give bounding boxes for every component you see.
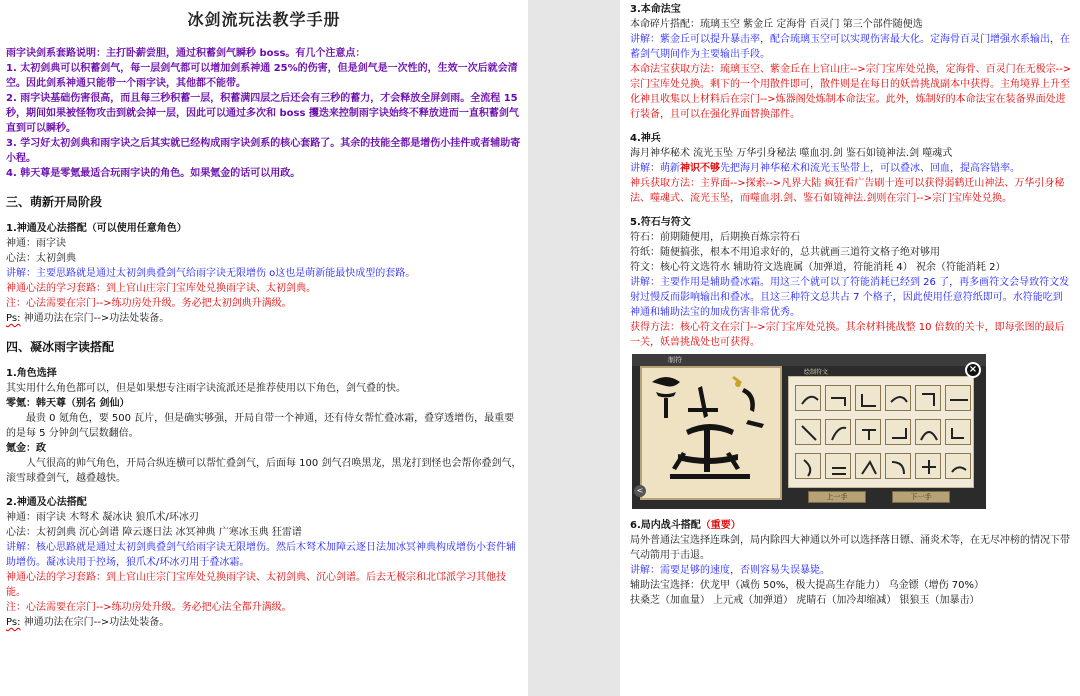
rune-glyph-icon xyxy=(796,386,822,412)
fushi-line-1: 符石：前期随便用，后期换百炼宗符石 xyxy=(630,232,800,243)
fushi-obtain: 获得方法：核心符文在宗门-->宗门宝库处兑换。其余材料挑战整 10 倍数的关卡，即每张图的最后一关，妖兽挑战处也可获得。 xyxy=(630,322,1065,348)
rune-slot[interactable] xyxy=(885,419,911,445)
ps-text: 神通功法在宗门-->功法处装备。 xyxy=(20,313,170,324)
rune-slot[interactable] xyxy=(855,385,881,411)
talisman-scroll xyxy=(640,366,782,500)
rune-slot[interactable] xyxy=(855,453,881,479)
rune-slot[interactable] xyxy=(945,419,971,445)
rune-glyph-icon xyxy=(886,454,912,480)
free-role-desc: 最贵 0 氪角色，要 500 瓦片，但是确实够强，开局自带一个神通，还有侍女帮忙叠冰霜，叠穿透增伤，最重要的是每 5 分钟剑气层数翻倍。 xyxy=(6,413,515,439)
ps-label: Ps: xyxy=(6,617,21,628)
fushi-line-2: 符纸：随便搞张，根本不用追求好的，总共就画三道符文格子绝对够用 xyxy=(630,247,940,258)
fabao-obtain: 本命法宝获取方法：琉璃玉空、紫金丘在上官山庄-->宗门宝库处兑换，定海骨、百灵门在无极宗-->宗门宝库处兑换。剩下的一个用散件即可，散件则是在每日的妖兽挑战副本中获得。主角境界上升至化神且收集以上材料后在宗门-->炼器阁处炼制本命法宝。此外，炼制好的本命法宝在装备界面处进行装备，且可以在强化界面替换部件。 xyxy=(630,64,1072,120)
ps-text: 神通功法在宗门-->功法处装备。 xyxy=(20,617,170,628)
intro-point-1: 1. 太初剑典可以积蓄剑气，每一层剑气都可以增加剑系神通 25%的伤害，但是剑气是一次性的，生效一次后就会清空。因此剑系神通只能带一个雨字诀，其他都不能带。 xyxy=(6,63,518,89)
rune-glyph-icon xyxy=(796,454,822,480)
section-4-route: 神通心法的学习套路：到上官山庄宗门宝库处兑换雨字诀、太初剑典、沉心剑谱。后去无极宗和北邙派学习其他技能。 xyxy=(6,572,506,598)
rune-grid-panel xyxy=(788,376,974,488)
fabao-explain: 讲解：紫金丘可以提升暴击率，配合琉璃玉空可以实现伤害最大化。定海骨百灵门增强水系输出，在蓄剑气期间作为主要输出手段。 xyxy=(630,34,1070,60)
intro-point-2: 2. 雨字诀基础伤害很高，而且每三秒积蓄一层，积蓄满四层之后还会有三秒的蓄力，才会释放全屏剑雨。全流程 15 秒，期间如果被怪物攻击到就会掉一层，因此可以通过多次和 boss 攫迭来控制雨字诀始终不释放进而一直积蓄剑气直到可以瞬秒。 xyxy=(6,93,519,134)
rune-slot[interactable] xyxy=(795,385,821,411)
back-icon[interactable]: < xyxy=(634,485,646,497)
rune-slot[interactable] xyxy=(855,419,881,445)
close-icon[interactable]: × xyxy=(965,362,981,378)
document-title: 冰剑流玩法教学手册 xyxy=(187,10,341,29)
shenbing-obtain: 神兵获取方法：主界面-->探索-->凡界大陆 疯狂看广告刷十连可以获得弱鹤迁山神法、万华引身秘法、噬魂式、流光玉坠，而噬血羽.剑、鉴石如镜神法.剑则在宗门-->宗门宝库处兑换。 xyxy=(630,178,1065,204)
rune-slot[interactable] xyxy=(915,385,941,411)
section-4-xinfa: 心法：太初剑典 沉心剑谱 障云逐日法 冰冥神典 广寒冰玉典 狂雷谱 xyxy=(6,527,302,538)
fabao-pieces: 本命碎片搭配：琉璃玉空 紫金丘 定海骨 百灵门 第三个部件随便选 xyxy=(630,19,923,30)
fushi-line-3: 符文：核心符文选符水 辅助符文选鹿属（加弹道，符能消耗 4） 祝余（符能消耗 2） xyxy=(630,262,1006,273)
rune-slot[interactable] xyxy=(945,385,971,411)
battle-heading-important: （重要） xyxy=(700,520,741,531)
rune-slot[interactable] xyxy=(915,453,941,479)
explain-part-c: 先把海月神华秘术和流光玉坠带上，可以叠冰、回血，提高容错率。 xyxy=(720,163,1020,174)
rune-slot[interactable] xyxy=(915,419,941,445)
talisman-glyph-icon xyxy=(642,368,780,498)
section-3-subheading: 1.神通及心法搭配（可以使用任意角色） xyxy=(6,223,187,234)
paid-role-label: 氪金：政 xyxy=(6,443,46,454)
intro-line: 雨字诀剑系套路说明：主打卧薪尝胆，通过积蓄剑气瞬秒 boss。有几个注意点： xyxy=(6,48,366,59)
section-4-note: 注：心法需要在宗门-->练功房处升级。务必把心法全都升满级。 xyxy=(6,602,292,613)
game-screenshot xyxy=(632,354,986,509)
fushi-heading: 5.符石与符文 xyxy=(630,217,691,228)
right-page xyxy=(620,0,1080,696)
left-page xyxy=(0,0,528,696)
shenbing-list: 海月神华秘术 流光玉坠 万华引身秘法 噬血羽.剑 鉴石如镜神法.剑 噬魂式 xyxy=(630,148,953,159)
section-3-explain: 讲解：主要思路就是通过太初剑典叠剑气给雨字诀无限增伤 o这也是萌新能最快成型的套路。 xyxy=(6,268,416,279)
rune-glyph-icon xyxy=(826,386,852,412)
rune-glyph-icon xyxy=(916,386,942,412)
section-3-ps xyxy=(6,311,522,326)
next-button[interactable]: 下一手 xyxy=(892,491,950,503)
ps-label: Ps: xyxy=(6,313,21,324)
section-4-ps xyxy=(6,615,522,630)
section-3-heading: 三、萌新开局阶段 xyxy=(6,195,103,209)
intro-point-4: 4. 韩天尊是零氪最适合玩雨字诀的角色。如果氪金的话可以用政。 xyxy=(6,168,301,179)
intro-block xyxy=(6,46,522,181)
rune-glyph-icon xyxy=(856,386,882,412)
rune-glyph-icon xyxy=(796,420,822,446)
shenbing-explain xyxy=(630,161,1072,176)
section-3-xinfa: 心法：太初剑典 xyxy=(6,253,76,264)
rune-glyph-icon xyxy=(886,420,912,446)
section-4-heading: 四、凝冰雨字读搭配 xyxy=(6,340,115,354)
rune-glyph-icon xyxy=(826,420,852,446)
free-role-label: 零氪：韩天尊（别名 剑仙） xyxy=(6,398,130,409)
explain-part-a: 讲解：萌新 xyxy=(630,163,680,174)
rune-glyph-icon xyxy=(826,454,852,480)
rune-slot[interactable] xyxy=(795,453,821,479)
rune-slot[interactable] xyxy=(825,385,851,411)
shenbing-heading: 4.神兵 xyxy=(630,133,661,144)
fushi-explain: 讲解：主要作用是辅助叠冰霜。用这三个就可以了符能消耗已经到 26 了，再多画符文会导致符文发射过慢反而影响输出和叠冰。且这三种符文总共占 7 个格子，因此使用任意符纸即可。水符能吃到神通和辅助法宝的加成伤害非常优秀。 xyxy=(630,277,1070,318)
rune-slot[interactable] xyxy=(825,453,851,479)
rune-slot[interactable] xyxy=(885,453,911,479)
prev-button[interactable]: 上一手 xyxy=(808,491,866,503)
rune-glyph-icon xyxy=(856,420,882,446)
section-4-p1: 其实用什么角色都可以，但是如果想专注雨字诀流派还是推荐使用以下角色，剑气叠的快。 xyxy=(6,383,406,394)
section-4-sub1: 1.角色选择 xyxy=(6,368,57,379)
battle-line-2: 辅助法宝选择：伏龙甲（减伤 50%，极大提高生存能力） 乌金镖（增伤 70%） xyxy=(630,580,984,591)
rune-glyph-icon xyxy=(856,454,882,480)
section-4-explain: 讲解：核心思路就是通过太初剑典叠剑气给雨字诀无限增伤。然后木弩术加障云逐日法加冰冥神典构成增伤小套件辅助增伤。凝冰诀用于控场，狼爪术/环冰刃用于叠冰霜。 xyxy=(6,542,516,568)
rune-glyph-icon xyxy=(946,386,972,412)
game-top-bar xyxy=(632,354,986,366)
section-3-note: 注：心法需要在宗门-->练功房处升级。务必把太初剑典升满级。 xyxy=(6,298,292,309)
rune-slot[interactable] xyxy=(885,385,911,411)
rune-slot[interactable] xyxy=(795,419,821,445)
battle-heading xyxy=(630,518,1072,533)
battle-explain: 讲解：需要足够的速度，否则容易失误暴毙。 xyxy=(630,565,830,576)
rune-glyph-icon xyxy=(946,420,972,446)
fabao-heading: 3.本命法宝 xyxy=(630,4,681,15)
battle-heading-text: 6.局内战斗搭配 xyxy=(630,520,701,531)
explain-highlight: 神识不够 xyxy=(680,163,720,174)
section-3-route: 神通心法的学习套路：到上官山庄宗门宝库处兑换雨字诀、太初剑典。 xyxy=(6,283,316,294)
game-top-title: 制符 xyxy=(668,356,682,364)
rune-glyph-icon xyxy=(916,454,942,480)
game-tab-label: 绘制符文 xyxy=(804,369,829,376)
rune-glyph-icon xyxy=(916,420,942,446)
paid-role-desc: 人气很高的帅气角色，开局合纵连横可以帮忙叠剑气，后面每 100 剑气召唤黑龙，黑龙打到怪也会帮你叠剑气，滚雪球叠剑气，越叠越快。 xyxy=(6,458,522,484)
battle-line-1: 局外普通法宝选择连珠剑，局内除四大神通以外可以选择落日镖、涌炎术等，在无尽冲榜的情况下带气动箭用于击退。 xyxy=(630,535,1070,561)
rune-glyph-icon xyxy=(886,386,912,412)
rune-slot[interactable] xyxy=(945,453,971,479)
section-4-sub2: 2.神通及心法搭配 xyxy=(6,497,87,508)
section-4-shentong: 神通：雨字诀 木弩术 凝冰诀 狼爪术/环冰刃 xyxy=(6,512,199,523)
intro-point-3: 3. 学习好太初剑典和雨字诀之后其实就已经构成雨字诀剑系的核心套路了。其余的技能全都是增伤小挂件或者辅助寄小程。 xyxy=(6,138,521,164)
battle-line-3: 扶桑芝（加血量） 上元戒（加弹道） 虎睛石（加冷却缩减） 银狼玉（加暴击） xyxy=(630,595,980,606)
section-3-shentong: 神通：雨字诀 xyxy=(6,238,66,249)
rune-glyph-icon xyxy=(946,454,972,480)
rune-slot[interactable] xyxy=(825,419,851,445)
